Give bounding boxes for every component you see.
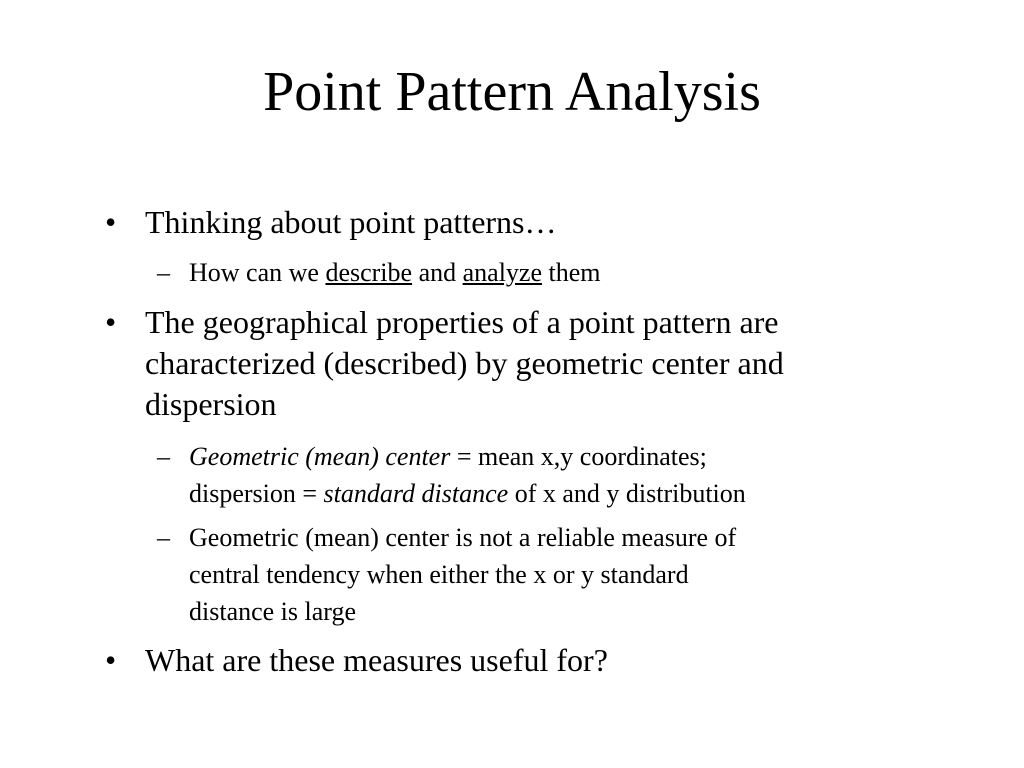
- analyze-link[interactable]: analyze: [462, 258, 543, 287]
- italic-term: standard distance: [323, 479, 509, 508]
- bullet-text-line: The geographical properties of a point pattern are: [145, 304, 779, 340]
- dash-icon: –: [157, 442, 170, 471]
- bullet-dot-icon: •: [105, 304, 117, 340]
- dash-icon: –: [157, 523, 170, 552]
- bullet-text: [145, 302, 965, 425]
- dash-icon: –: [157, 258, 170, 287]
- text-fragment: and: [412, 258, 463, 287]
- sub-bullet-line: [189, 438, 949, 475]
- text-fragment: of x and y distribution: [508, 479, 746, 508]
- bullet-text-line: dispersion: [145, 386, 277, 422]
- sub-bullet-line: distance is large: [189, 597, 357, 626]
- text-fragment: them: [542, 258, 601, 287]
- italic-term: Geometric (mean) center: [189, 442, 451, 471]
- bullet-text: What are these measures useful for?: [145, 642, 608, 678]
- sub-bullet-text: [189, 519, 949, 630]
- text-fragment: = mean x,y coordinates;: [450, 442, 707, 471]
- sub-bullet-text: [189, 254, 949, 291]
- text-fragment: dispersion =: [189, 479, 324, 508]
- text-fragment: How can we: [189, 258, 326, 287]
- bullet-text-line: characterized (described) by geometric center and: [145, 345, 784, 381]
- sub-bullet-text: [189, 438, 949, 512]
- slide-title: Point Pattern Analysis: [263, 61, 761, 123]
- sub-bullet-line: [189, 475, 949, 512]
- sub-bullet-line: central tendency when either the x or y standard: [189, 560, 689, 589]
- bullet-dot-icon: •: [105, 642, 117, 678]
- describe-link[interactable]: describe: [325, 258, 413, 287]
- bullet-text: Thinking about point patterns…: [145, 204, 557, 240]
- sub-bullet-line: Geometric (mean) center is not a reliable measure of: [189, 523, 737, 552]
- bullet-dot-icon: •: [105, 204, 117, 240]
